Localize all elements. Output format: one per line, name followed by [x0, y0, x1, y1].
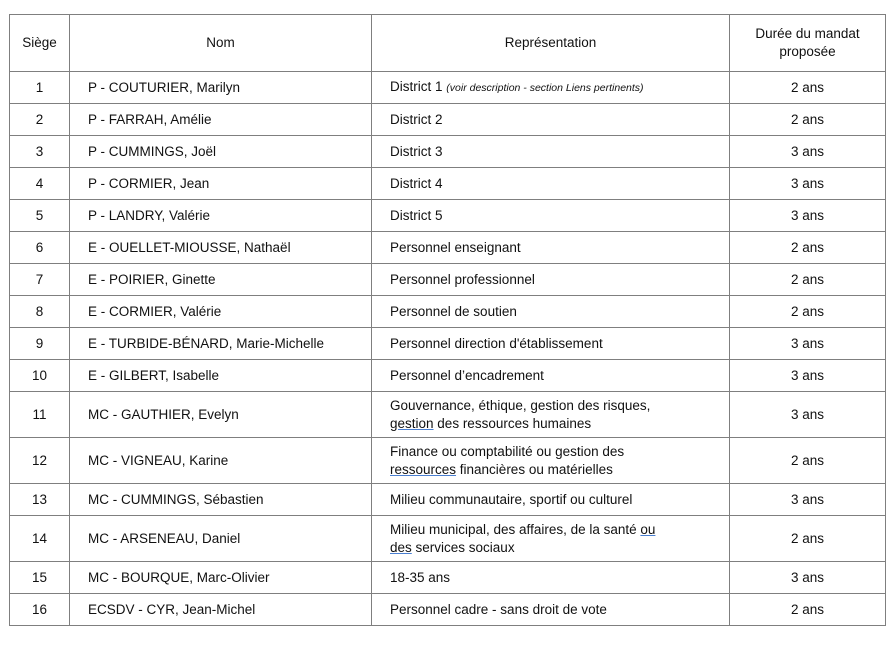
term-cell: 3 ans [730, 484, 886, 516]
representation-cell: Personnel direction d'établissement [372, 328, 730, 360]
term-cell: 3 ans [730, 562, 886, 594]
representation-underlined-word: gestion [390, 415, 434, 431]
seat-cell: 13 [10, 484, 70, 516]
term-cell: 2 ans [730, 516, 886, 562]
representation-cell [372, 392, 730, 438]
board-seats-table [9, 14, 886, 626]
seat-cell: 2 [10, 104, 70, 136]
table-header-row [10, 15, 886, 72]
term-cell: 3 ans [730, 360, 886, 392]
representation-line-2: des ressources humaines [433, 415, 592, 431]
table-row [10, 200, 886, 232]
name-cell: P - LANDRY, Valérie [70, 200, 372, 232]
seat-cell: 10 [10, 360, 70, 392]
table-row [10, 438, 886, 484]
name-cell: MC - VIGNEAU, Karine [70, 438, 372, 484]
name-cell: E - OUELLET-MIOUSSE, Nathaël [70, 232, 372, 264]
board-seats-document [9, 14, 885, 626]
representation-cell: Personnel enseignant [372, 232, 730, 264]
name-cell: MC - GAUTHIER, Evelyn [70, 392, 372, 438]
seat-cell: 16 [10, 594, 70, 626]
seat-cell: 15 [10, 562, 70, 594]
representation-underlined-word: ou [640, 521, 656, 537]
table-row [10, 594, 886, 626]
term-cell: 3 ans [730, 168, 886, 200]
representation-cell: Personnel professionnel [372, 264, 730, 296]
name-cell: P - COUTURIER, Marilyn [70, 72, 372, 104]
header-seat: Siège [10, 15, 70, 72]
representation-cell [372, 516, 730, 562]
term-cell: 2 ans [730, 594, 886, 626]
seat-cell: 9 [10, 328, 70, 360]
representation-cell: District 3 [372, 136, 730, 168]
representation-underlined-word: des [390, 539, 412, 555]
seat-cell: 7 [10, 264, 70, 296]
seat-cell: 4 [10, 168, 70, 200]
header-representation: Représentation [372, 15, 730, 72]
seat-cell: 14 [10, 516, 70, 562]
seat-cell: 3 [10, 136, 70, 168]
table-row [10, 516, 886, 562]
representation-cell: Milieu communautaire, sportif ou culturel [372, 484, 730, 516]
representation-line-2: services sociaux [411, 539, 515, 555]
seat-cell: 5 [10, 200, 70, 232]
representation-cell [372, 72, 730, 104]
name-cell: P - FARRAH, Amélie [70, 104, 372, 136]
table-row [10, 360, 886, 392]
header-name: Nom [70, 15, 372, 72]
term-cell: 2 ans [730, 264, 886, 296]
representation-line-1: Gouvernance, éthique, gestion des risques, [390, 397, 651, 413]
table-row [10, 136, 886, 168]
name-cell: P - CUMMINGS, Joël [70, 136, 372, 168]
representation-cell: Personnel cadre - sans droit de vote [372, 594, 730, 626]
seat-cell: 12 [10, 438, 70, 484]
table-row [10, 296, 886, 328]
seat-cell: 6 [10, 232, 70, 264]
table-row [10, 484, 886, 516]
table-row [10, 72, 886, 104]
seat-cell: 11 [10, 392, 70, 438]
representation-cell: District 4 [372, 168, 730, 200]
header-term: Durée du mandat proposée [730, 15, 886, 72]
representation-note: (voir description - section Liens pertinents) [446, 82, 644, 94]
name-cell: MC - ARSENEAU, Daniel [70, 516, 372, 562]
name-cell: E - TURBIDE-BÉNARD, Marie-Michelle [70, 328, 372, 360]
representation-cell: Personnel de soutien [372, 296, 730, 328]
term-cell: 3 ans [730, 200, 886, 232]
name-cell: E - POIRIER, Ginette [70, 264, 372, 296]
term-cell: 2 ans [730, 72, 886, 104]
representation-cell: District 2 [372, 104, 730, 136]
representation-cell [372, 438, 730, 484]
term-cell: 3 ans [730, 136, 886, 168]
representation-cell: District 5 [372, 200, 730, 232]
name-cell: MC - CUMMINGS, Sébastien [70, 484, 372, 516]
representation-line-2: financières ou matérielles [456, 461, 613, 477]
term-cell: 3 ans [730, 392, 886, 438]
table-row [10, 264, 886, 296]
representation-cell: Personnel d’encadrement [372, 360, 730, 392]
term-cell: 3 ans [730, 328, 886, 360]
name-cell: E - GILBERT, Isabelle [70, 360, 372, 392]
representation-cell: 18-35 ans [372, 562, 730, 594]
table-row [10, 328, 886, 360]
term-cell: 2 ans [730, 232, 886, 264]
representation-text: District 1 [390, 79, 443, 94]
term-cell: 2 ans [730, 104, 886, 136]
seat-cell: 1 [10, 72, 70, 104]
table-row [10, 392, 886, 438]
representation-underlined-word: ressources [390, 461, 457, 477]
term-cell: 2 ans [730, 438, 886, 484]
name-cell: E - CORMIER, Valérie [70, 296, 372, 328]
representation-line-1: Milieu municipal, des affaires, de la santé [390, 521, 641, 537]
name-cell: MC - BOURQUE, Marc-Olivier [70, 562, 372, 594]
term-cell: 2 ans [730, 296, 886, 328]
table-row [10, 104, 886, 136]
table-row [10, 562, 886, 594]
seat-cell: 8 [10, 296, 70, 328]
name-cell: ECSDV - CYR, Jean-Michel [70, 594, 372, 626]
representation-line-1: Finance ou comptabilité ou gestion des [390, 443, 625, 459]
table-row [10, 232, 886, 264]
table-row [10, 168, 886, 200]
name-cell: P - CORMIER, Jean [70, 168, 372, 200]
